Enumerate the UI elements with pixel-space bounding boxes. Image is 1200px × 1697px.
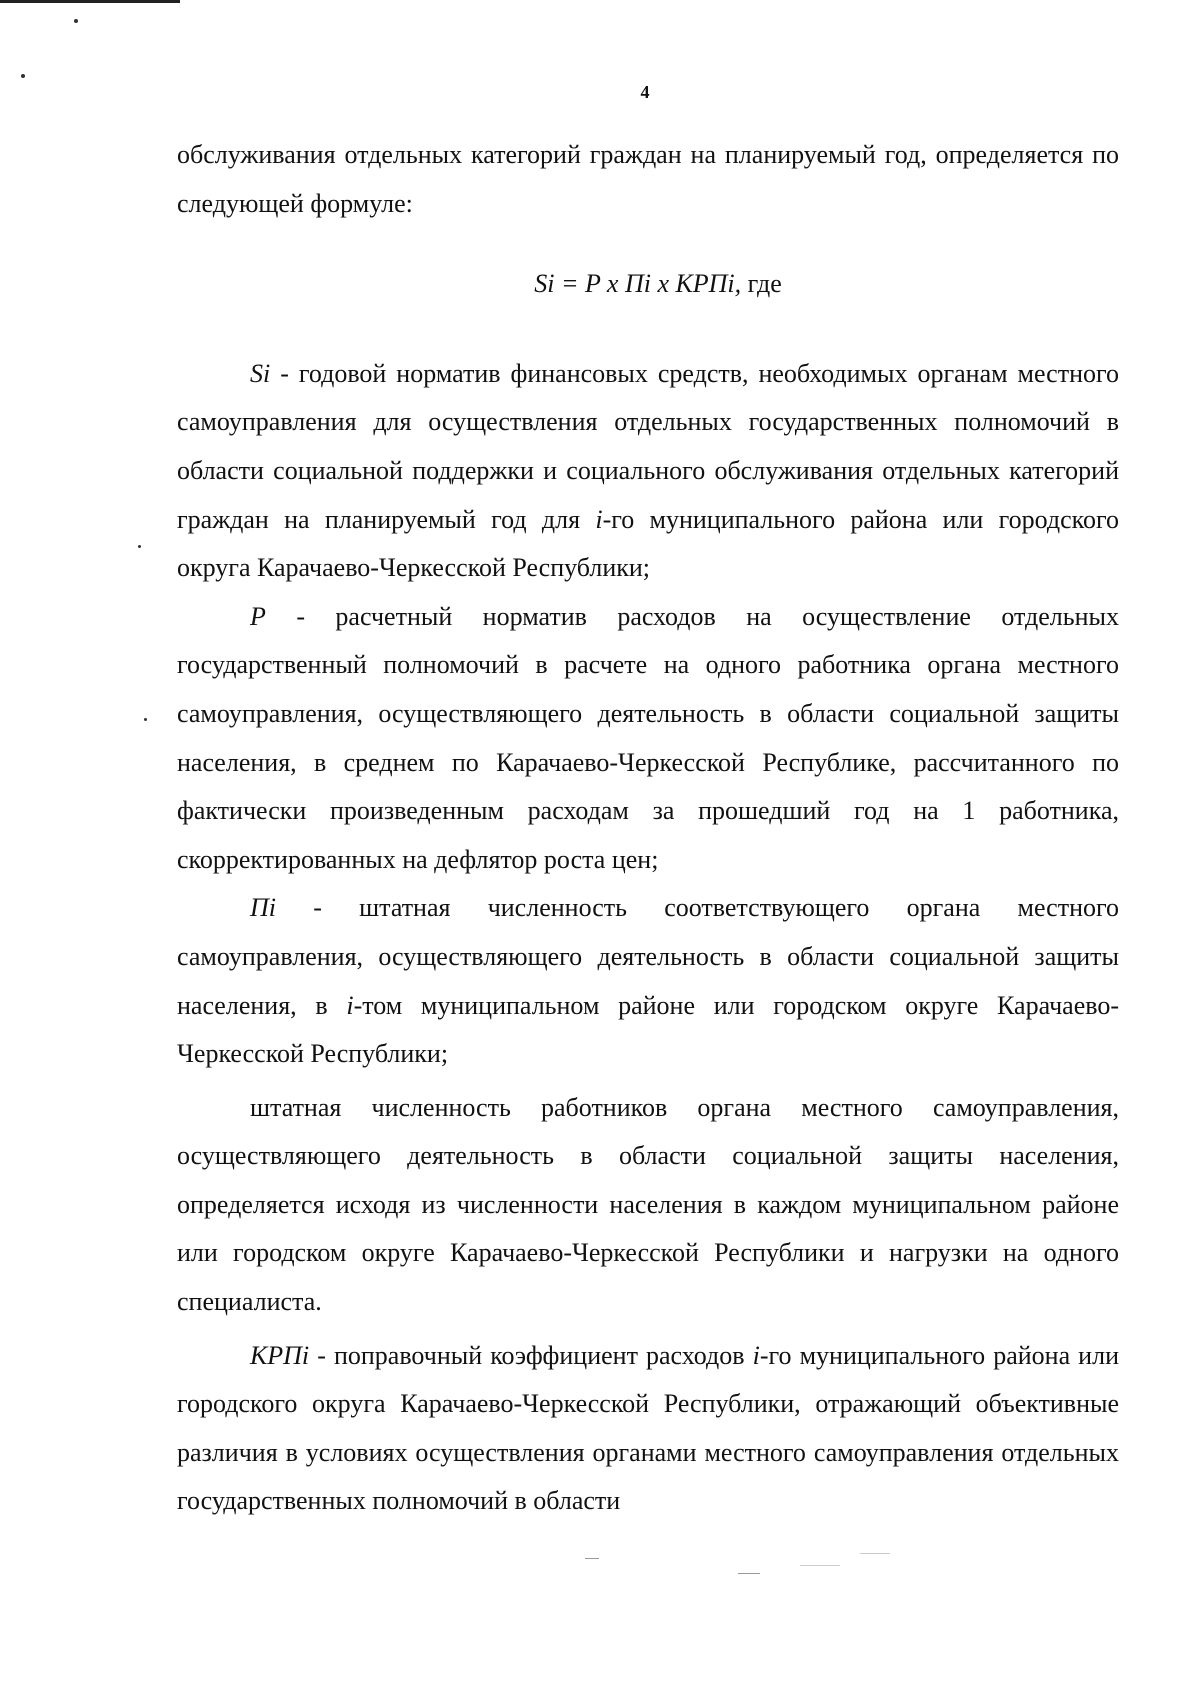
scan-dot [21, 74, 25, 78]
definition-pi: Пi - штатная численность соответствующего органа местного самоуправления, осуществляющего деятельность в области социальной защиты населения, в i-том муниципальном районе или городском округе Карачаево-Черкесской Республики; [177, 893, 1119, 1069]
scan-dot [74, 19, 78, 23]
scan-speck [860, 1553, 890, 1554]
term-p: P [250, 601, 266, 631]
scan-dot [138, 545, 141, 548]
scan-edge-mark [0, 0, 180, 3]
term-si: Si [250, 358, 271, 388]
definition-p: P - расчетный норматив расходов на осуществление отдельных государственный полномочий в расчете на одного работника органа местного самоуправления, осуществляющего деятельность в области социальной защиты населения, в среднем по Карачаево-Черкесской Республике, рассчитанного по фактически произведенным расходам за прошедший год на 1 работника, скорректированных на дефлятор роста цен; [177, 601, 1119, 874]
scan-speck [800, 1565, 840, 1566]
term-krpi: КРПi [250, 1340, 310, 1370]
formula-expression: Si = P x Пi x КРПi, [534, 269, 742, 299]
definition-si: Si - годовой норматив финансовых средств, необходимых органам местного самоуправления для осуществления отдельных государственных полномочий в области социальной поддержки и социального обслуживания отдельных категорий граждан на планируемый год для i-го муниципального района или городского округа Карачаево-Черкесской Республики; [177, 358, 1119, 583]
scan-dot [144, 718, 147, 721]
staff-paragraph: штатная численность работников органа местного самоуправления, осуществляющего деятельность в области социальной защиты населения, определяется исходя из численности населения в каждом муниципальном районе или городском округе Карачаево-Черкесской Республики и нагрузки на одного специалиста. [177, 1092, 1119, 1317]
document-body [177, 131, 1119, 1526]
scan-speck [738, 1573, 760, 1574]
page-number: 4 [640, 82, 650, 102]
term-pi: Пi [250, 893, 276, 923]
definition-krpi: КРПi - поправочный коэффициент расходов i-го муниципального района или городского округа Карачаево-Черкесской Республики, отражающий объективные различия в условиях осуществления органами местного самоуправления отдельных государственных полномочий в области [177, 1340, 1119, 1516]
formula-suffix: где [741, 269, 782, 299]
intro-paragraph: обслуживания отдельных категорий граждан на планируемый год, определяется по следующей формуле: [177, 140, 1119, 218]
formula [177, 260, 1119, 309]
scan-speck [585, 1558, 599, 1559]
